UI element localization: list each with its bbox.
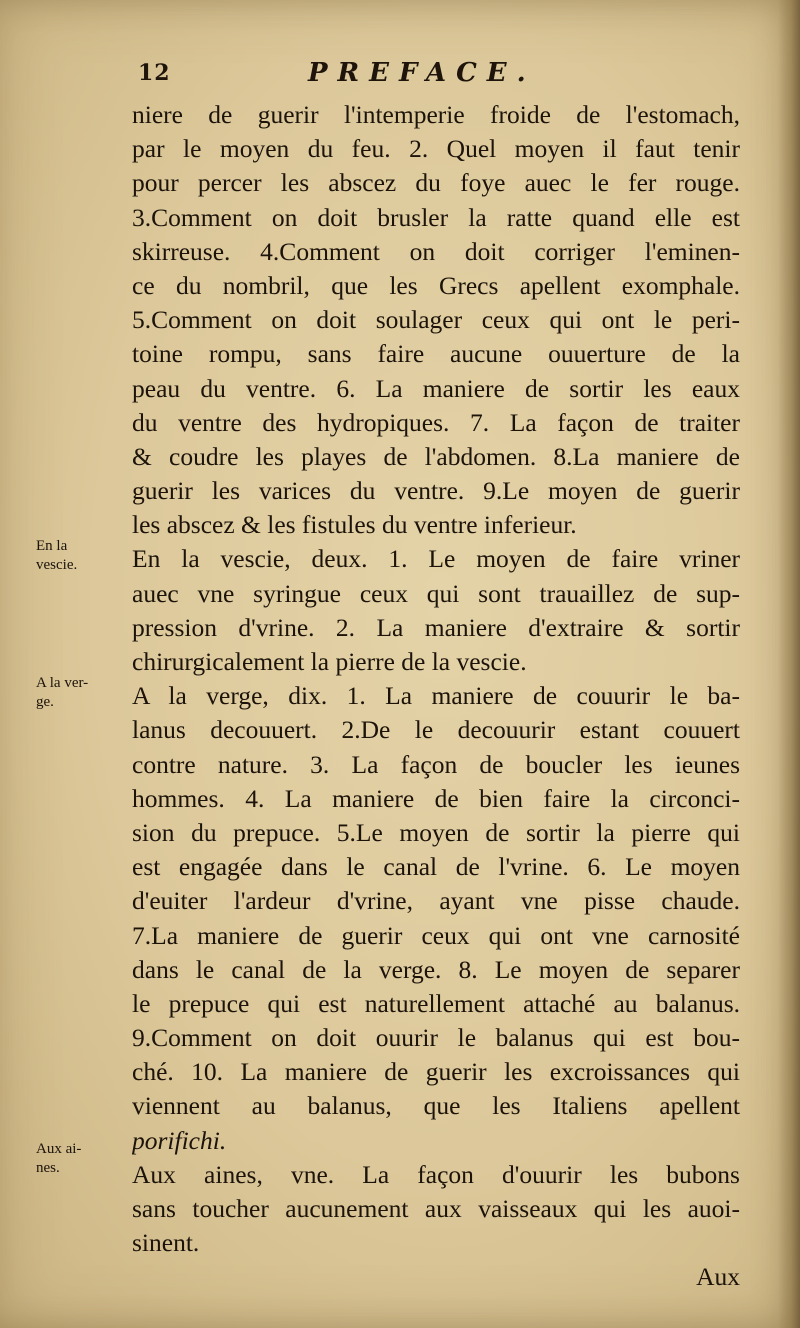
text-body [132,98,740,1295]
text-line: sinent. [132,1228,200,1258]
text-line: d'euiter l'ardeur d'vrine, ayant vne pisse chaude. [132,886,740,916]
text-line: pression d'vrine. 2. La maniere d'extraire & sortir [132,612,740,642]
text-line: pour percer les abscez du foye auec le fer rouge. [132,168,740,198]
text-line: par le moyen du feu. 2. Quel moyen il faut tenir [132,134,740,164]
page-number: 12 [138,60,171,86]
text-line: toine rompu, sans faire aucune ouuerture de la [132,339,740,369]
page-header [138,60,568,96]
text-line: du ventre des hydropiques. 7. La façon de traiter [132,407,740,437]
text-line: auec vne syringue ceux qui sont trauaillez de sup- [132,578,740,608]
text-line: A la verge, dix. 1. La maniere de couurir le ba- [132,681,740,711]
catchword: Aux [696,1262,740,1292]
page-spine-shadow [778,0,800,1328]
text-line: 5.Comment on doit soulager ceux qui ont le peri- [132,305,740,335]
text-line: viennent au balanus, que les Italiens apellent [132,1091,740,1121]
text-line: le prepuce qui est naturellement attaché au balanus. [132,988,740,1018]
text-line: ce du nombril, que les Grecs apellent exomphale. [132,270,740,300]
text-line: 9.Comment on doit ouurir le balanus qui est bou- [132,1023,740,1053]
text-line: En la vescie, deux. 1. Le moyen de faire vriner [132,544,740,574]
margin-note-line: A la ver- [36,675,89,691]
margin-note-line: ge. [36,694,54,710]
text-line: chirurgicalement la pierre de la vescie. [132,647,527,676]
text-line: & coudre les playes de l'abdomen. 8.La maniere de [132,441,740,471]
text-line: les abscez & les fistules du ventre inferieur. [132,510,577,540]
margin-note-verge [36,674,126,712]
text-line: hommes. 4. La maniere de bien faire la circonci- [132,783,740,813]
text-line: niere de guerir l'intemperie froide de l'estomach, [132,100,740,129]
margin-note-line: Aux ai- [36,1141,82,1157]
text-line: peau du ventre. 6. La maniere de sortir les eaux [132,373,740,403]
margin-note-aines [36,1140,126,1178]
text-line: est engagée dans le canal de l'vrine. 6. Le moyen [132,852,740,882]
margin-note-line: vescie. [36,557,78,573]
text-line: sans toucher aucunement aux vaisseaux qui les auoi- [132,1194,740,1223]
text-line: ché. 10. La maniere de guerir les excroissances qui [132,1057,740,1087]
text-line: 3.Comment on doit brusler la ratte quand elle est [132,202,740,232]
text-line: dans le canal de la verge. 8. Le moyen de separer [132,954,740,984]
margin-note-line: nes. [36,1160,60,1176]
text-line: sion du prepuce. 5.Le moyen de sortir la pierre qui [132,817,740,847]
text-line: porifichi. [132,1125,227,1155]
running-title: PREFACE. [308,58,536,88]
text-line: skirreuse. 4.Comment on doit corriger l'eminen- [132,236,740,266]
text-line: guerir les varices du ventre. 9.Le moyen de guerir [132,476,740,506]
margin-note-line: En la [36,538,68,554]
text-line: lanus decouuert. 2.De le decouurir estant couuert [132,715,740,745]
text-line: contre nature. 3. La façon de boucler les ieunes [132,749,740,779]
margin-note-vescie [36,537,126,575]
text-line: 7.La maniere de guerir ceux qui ont vne carnosité [132,920,740,950]
text-line: Aux aines, vne. La façon d'ouurir les bubons [132,1159,740,1189]
